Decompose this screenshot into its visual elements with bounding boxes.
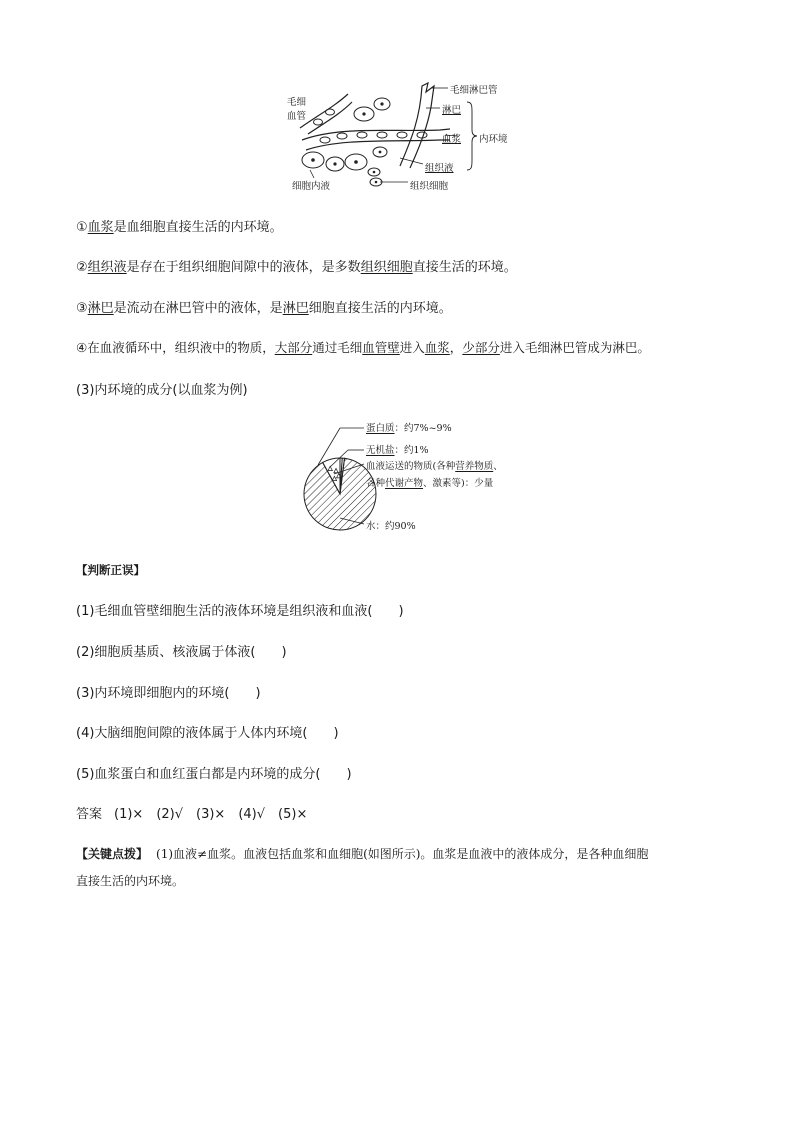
- note-4: [76, 338, 650, 356]
- judge-item-1: (1)毛细血管壁细胞生活的液体环境是组织液和血液( ): [76, 604, 404, 619]
- note-3-text: 是流动在淋巴管中的液体，是: [113, 301, 283, 316]
- intracellular-fluid-label: 细胞内液: [292, 181, 331, 192]
- answer-label: 答案: [76, 807, 103, 822]
- note-3-term: 淋巴: [87, 301, 114, 316]
- note-4-text-a: ④在血液循环中，组织液中的物质，: [76, 340, 275, 355]
- transport-annotation-line1: [366, 458, 503, 472]
- note-2: [76, 256, 517, 275]
- protein-annotation: [366, 420, 452, 434]
- judge-item-4: (4)大脑细胞间隙的液体属于人体内环境( ): [76, 726, 339, 741]
- note-4-term-3: 血浆: [424, 340, 450, 355]
- note-1-number: ①: [76, 220, 88, 235]
- note-4-text-b: 通过毛细: [312, 340, 363, 355]
- note-1: [76, 216, 283, 235]
- capillary-label-line2: 血管: [287, 111, 307, 122]
- keypoint-title: 【关键点拨】: [76, 847, 149, 861]
- water-annotation: 水：约90%: [366, 521, 416, 532]
- note-3-term-2: 淋巴: [282, 301, 309, 316]
- salt-annotation: [366, 442, 429, 456]
- note-2-number: ②: [76, 260, 88, 275]
- lymph-capillary-label: 毛细淋巴管: [450, 85, 498, 96]
- plasma-label: 血浆: [442, 134, 462, 145]
- answer-text: (1)× (2)√ (3)× (4)√ (5)×: [114, 807, 308, 822]
- keypoint-line-2: 直接生活的内环境。: [76, 874, 185, 888]
- note-4-text-d: ，: [449, 340, 463, 355]
- section-3-title: (3)内环境的成分(以血浆为例): [76, 383, 248, 398]
- note-3: [76, 297, 452, 316]
- note-4-term-4: 少部分: [462, 340, 500, 355]
- transport-text-a: 血液运送的物质(各种: [366, 461, 456, 472]
- note-1-text: 是血细胞直接生活的内环境。: [113, 220, 283, 235]
- tissue-cell-label: 组织细胞: [410, 181, 449, 192]
- note-3-text-2: 细胞直接生活的内环境。: [308, 301, 452, 316]
- note-1-term: 血浆: [87, 220, 114, 235]
- keypoint-line-1: [76, 845, 648, 862]
- transport-nutrients: 营养物质: [455, 461, 494, 472]
- note-4-term-1: 大部分: [274, 340, 313, 355]
- transport-annotation-line2: [366, 475, 493, 489]
- transport-metabolites: 代谢产物: [385, 478, 424, 489]
- salt-percent: ：约1%: [394, 445, 429, 456]
- judge-item-3: (3)内环境即细胞内的环境( ): [76, 686, 261, 701]
- salt-name: 无机盐: [366, 445, 395, 456]
- transport-text-c: 各种: [366, 478, 386, 489]
- note-4-text-c: 进入: [399, 340, 425, 355]
- note-2-text-2: 直接生活的环境。: [412, 260, 517, 275]
- tissue-fluid-label: 组织液: [425, 163, 454, 174]
- answer-line: [76, 803, 307, 822]
- protein-name: 蛋白质: [366, 423, 395, 434]
- judge-item-5: (5)血浆蛋白和血红蛋白都是内环境的成分( ): [76, 767, 352, 782]
- protein-percent: ：约7%~9%: [394, 423, 452, 434]
- note-2-term: 组织液: [87, 260, 127, 275]
- lymph-label: 淋巴: [442, 105, 462, 116]
- note-3-number: ③: [76, 301, 88, 316]
- plasma-composition-chart: [280, 412, 520, 542]
- judge-title: 【判断正误】: [76, 563, 145, 577]
- note-4-term-2: 血管壁: [362, 340, 400, 355]
- note-2-text: 是存在于组织细胞间隙中的液体，是多数: [126, 260, 361, 275]
- transport-text-b: 、: [493, 461, 503, 472]
- note-2-term-2: 组织细胞: [360, 260, 413, 275]
- internal-environment-label: 内环境: [479, 134, 508, 145]
- keypoint-text-1: (1)血液≠血浆。血液包括血浆和血细胞(如图所示)。血浆是血液中的液体成分，是各种血细胞: [156, 847, 649, 861]
- internal-environment-diagram: [280, 78, 520, 196]
- judge-item-2: (2)细胞质基质、核液属于体液( ): [76, 645, 287, 660]
- note-4-text-e: 进入毛细淋巴管成为淋巴。: [499, 340, 650, 355]
- transport-text-d: 、激素等)：少量: [423, 478, 494, 489]
- capillary-label-line1: 毛细: [287, 97, 307, 108]
